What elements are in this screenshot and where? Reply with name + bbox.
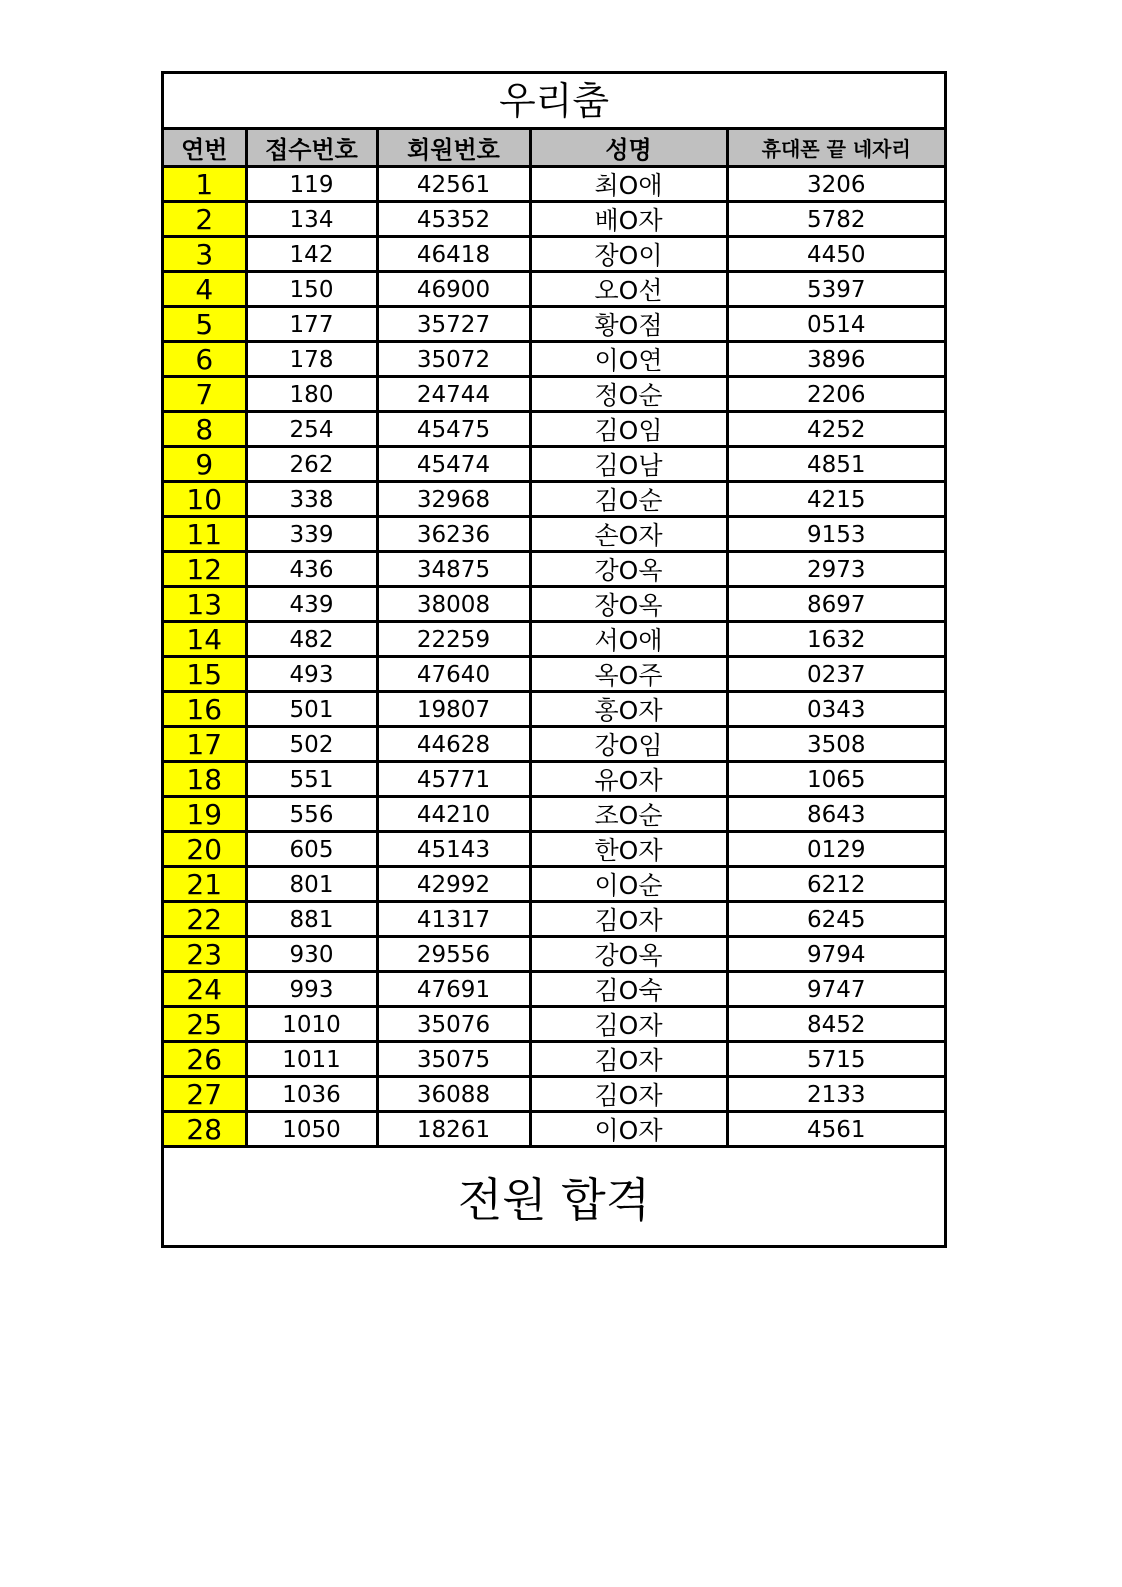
cell-member-number: 45475 <box>377 412 530 447</box>
cell-member-number: 47691 <box>377 972 530 1007</box>
cell-receipt-number: 254 <box>246 412 377 447</box>
cell-seq: 10 <box>164 482 246 517</box>
cell-seq: 8 <box>164 412 246 447</box>
cell-seq: 4 <box>164 272 246 307</box>
table-row <box>164 447 944 482</box>
cell-member-number: 42992 <box>377 867 530 902</box>
cell-receipt-number: 436 <box>246 552 377 587</box>
cell-member-number: 46418 <box>377 237 530 272</box>
cell-name: 서O애 <box>530 622 727 657</box>
cell-receipt-number: 262 <box>246 447 377 482</box>
cell-receipt-number: 801 <box>246 867 377 902</box>
cell-receipt-number: 439 <box>246 587 377 622</box>
cell-seq: 13 <box>164 587 246 622</box>
cell-phone-last4: 0129 <box>727 832 944 867</box>
cell-receipt-number: 493 <box>246 657 377 692</box>
cell-phone-last4: 5715 <box>727 1042 944 1077</box>
cell-receipt-number: 119 <box>246 167 377 202</box>
cell-name: 장O옥 <box>530 587 727 622</box>
cell-member-number: 42561 <box>377 167 530 202</box>
cell-phone-last4: 1632 <box>727 622 944 657</box>
table-row <box>164 307 944 342</box>
table-row <box>164 1007 944 1042</box>
cell-seq: 12 <box>164 552 246 587</box>
cell-name: 이O순 <box>530 867 727 902</box>
cell-name: 강O옥 <box>530 552 727 587</box>
header-member-number: 회원번호 <box>377 130 530 167</box>
table-row <box>164 412 944 447</box>
cell-receipt-number: 338 <box>246 482 377 517</box>
result-sheet <box>161 71 947 1248</box>
table-row <box>164 237 944 272</box>
cell-seq: 21 <box>164 867 246 902</box>
cell-member-number: 35075 <box>377 1042 530 1077</box>
cell-member-number: 29556 <box>377 937 530 972</box>
cell-seq: 23 <box>164 937 246 972</box>
cell-name: 강O옥 <box>530 937 727 972</box>
cell-receipt-number: 142 <box>246 237 377 272</box>
cell-seq: 22 <box>164 902 246 937</box>
cell-member-number: 24744 <box>377 377 530 412</box>
cell-receipt-number: 150 <box>246 272 377 307</box>
cell-member-number: 44628 <box>377 727 530 762</box>
table-row <box>164 972 944 1007</box>
cell-phone-last4: 4851 <box>727 447 944 482</box>
cell-receipt-number: 501 <box>246 692 377 727</box>
cell-receipt-number: 502 <box>246 727 377 762</box>
cell-member-number: 19807 <box>377 692 530 727</box>
cell-phone-last4: 6212 <box>727 867 944 902</box>
cell-member-number: 35072 <box>377 342 530 377</box>
table-row <box>164 202 944 237</box>
cell-phone-last4: 2973 <box>727 552 944 587</box>
cell-receipt-number: 1050 <box>246 1112 377 1147</box>
table-row <box>164 1077 944 1112</box>
table-row <box>164 762 944 797</box>
cell-seq: 19 <box>164 797 246 832</box>
cell-name: 김O자 <box>530 1042 727 1077</box>
cell-phone-last4: 8697 <box>727 587 944 622</box>
table-row <box>164 587 944 622</box>
cell-name: 홍O자 <box>530 692 727 727</box>
cell-name: 조O순 <box>530 797 727 832</box>
cell-phone-last4: 1065 <box>727 762 944 797</box>
header-receipt-number: 접수번호 <box>246 130 377 167</box>
cell-receipt-number: 1010 <box>246 1007 377 1042</box>
cell-seq: 24 <box>164 972 246 1007</box>
cell-name: 김O자 <box>530 1077 727 1112</box>
table-row <box>164 692 944 727</box>
cell-phone-last4: 9747 <box>727 972 944 1007</box>
table-row <box>164 377 944 412</box>
cell-phone-last4: 9153 <box>727 517 944 552</box>
cell-receipt-number: 177 <box>246 307 377 342</box>
cell-name: 배O자 <box>530 202 727 237</box>
header-seq: 연번 <box>164 130 246 167</box>
cell-name: 김O남 <box>530 447 727 482</box>
cell-seq: 15 <box>164 657 246 692</box>
cell-seq: 5 <box>164 307 246 342</box>
cell-name: 김O숙 <box>530 972 727 1007</box>
cell-member-number: 44210 <box>377 797 530 832</box>
cell-seq: 27 <box>164 1077 246 1112</box>
cell-phone-last4: 0514 <box>727 307 944 342</box>
roster-body <box>164 167 944 1147</box>
table-row <box>164 1042 944 1077</box>
cell-name: 한O자 <box>530 832 727 867</box>
cell-receipt-number: 930 <box>246 937 377 972</box>
cell-receipt-number: 178 <box>246 342 377 377</box>
cell-phone-last4: 6245 <box>727 902 944 937</box>
table-row <box>164 832 944 867</box>
table-row <box>164 902 944 937</box>
cell-seq: 2 <box>164 202 246 237</box>
cell-phone-last4: 3896 <box>727 342 944 377</box>
cell-name: 장O이 <box>530 237 727 272</box>
cell-phone-last4: 5782 <box>727 202 944 237</box>
cell-phone-last4: 3508 <box>727 727 944 762</box>
cell-name: 손O자 <box>530 517 727 552</box>
cell-member-number: 45352 <box>377 202 530 237</box>
table-row <box>164 552 944 587</box>
cell-phone-last4: 9794 <box>727 937 944 972</box>
cell-phone-last4: 5397 <box>727 272 944 307</box>
table-row <box>164 272 944 307</box>
cell-receipt-number: 551 <box>246 762 377 797</box>
cell-seq: 25 <box>164 1007 246 1042</box>
cell-member-number: 36236 <box>377 517 530 552</box>
cell-member-number: 47640 <box>377 657 530 692</box>
cell-member-number: 45771 <box>377 762 530 797</box>
cell-receipt-number: 605 <box>246 832 377 867</box>
cell-member-number: 35727 <box>377 307 530 342</box>
cell-member-number: 45143 <box>377 832 530 867</box>
cell-name: 유O자 <box>530 762 727 797</box>
cell-name: 김O임 <box>530 412 727 447</box>
cell-name: 최O애 <box>530 167 727 202</box>
cell-phone-last4: 4561 <box>727 1112 944 1147</box>
cell-seq: 1 <box>164 167 246 202</box>
cell-member-number: 41317 <box>377 902 530 937</box>
cell-member-number: 22259 <box>377 622 530 657</box>
cell-seq: 18 <box>164 762 246 797</box>
cell-receipt-number: 180 <box>246 377 377 412</box>
table-row <box>164 867 944 902</box>
cell-name: 오O선 <box>530 272 727 307</box>
cell-seq: 26 <box>164 1042 246 1077</box>
cell-seq: 7 <box>164 377 246 412</box>
cell-seq: 20 <box>164 832 246 867</box>
cell-member-number: 45474 <box>377 447 530 482</box>
cell-receipt-number: 134 <box>246 202 377 237</box>
cell-phone-last4: 4252 <box>727 412 944 447</box>
cell-receipt-number: 1011 <box>246 1042 377 1077</box>
roster-table <box>164 130 944 1148</box>
cell-receipt-number: 556 <box>246 797 377 832</box>
table-row <box>164 342 944 377</box>
cell-name: 이O연 <box>530 342 727 377</box>
header-phone-last4: 휴대폰 끝 네자리 <box>727 130 944 167</box>
cell-name: 강O임 <box>530 727 727 762</box>
cell-receipt-number: 881 <box>246 902 377 937</box>
cell-phone-last4: 2133 <box>727 1077 944 1112</box>
cell-phone-last4: 0343 <box>727 692 944 727</box>
cell-phone-last4: 4215 <box>727 482 944 517</box>
cell-receipt-number: 1036 <box>246 1077 377 1112</box>
cell-member-number: 35076 <box>377 1007 530 1042</box>
cell-phone-last4: 0237 <box>727 657 944 692</box>
cell-member-number: 46900 <box>377 272 530 307</box>
cell-seq: 6 <box>164 342 246 377</box>
cell-seq: 11 <box>164 517 246 552</box>
result-footer: 전원 합격 <box>457 1172 651 1227</box>
table-row <box>164 482 944 517</box>
cell-name: 이O자 <box>530 1112 727 1147</box>
cell-name: 김O자 <box>530 902 727 937</box>
cell-phone-last4: 8643 <box>727 797 944 832</box>
cell-name: 황O점 <box>530 307 727 342</box>
cell-phone-last4: 8452 <box>727 1007 944 1042</box>
cell-seq: 9 <box>164 447 246 482</box>
header-row <box>164 130 944 167</box>
table-row <box>164 517 944 552</box>
cell-receipt-number: 482 <box>246 622 377 657</box>
table-row <box>164 797 944 832</box>
cell-seq: 14 <box>164 622 246 657</box>
cell-member-number: 34875 <box>377 552 530 587</box>
cell-name: 김O자 <box>530 1007 727 1042</box>
cell-name: 정O순 <box>530 377 727 412</box>
table-row <box>164 727 944 762</box>
header-name: 성명 <box>530 130 727 167</box>
table-row <box>164 167 944 202</box>
sheet-title: 우리춤 <box>164 74 944 130</box>
cell-seq: 28 <box>164 1112 246 1147</box>
cell-seq: 17 <box>164 727 246 762</box>
cell-phone-last4: 2206 <box>727 377 944 412</box>
cell-phone-last4: 3206 <box>727 167 944 202</box>
cell-member-number: 32968 <box>377 482 530 517</box>
table-row <box>164 1112 944 1147</box>
cell-receipt-number: 339 <box>246 517 377 552</box>
cell-name: 옥O주 <box>530 657 727 692</box>
cell-seq: 16 <box>164 692 246 727</box>
cell-seq: 3 <box>164 237 246 272</box>
cell-member-number: 36088 <box>377 1077 530 1112</box>
table-row <box>164 937 944 972</box>
cell-phone-last4: 4450 <box>727 237 944 272</box>
table-row <box>164 657 944 692</box>
cell-member-number: 18261 <box>377 1112 530 1147</box>
table-row <box>164 622 944 657</box>
cell-name: 김O순 <box>530 482 727 517</box>
cell-member-number: 38008 <box>377 587 530 622</box>
cell-receipt-number: 993 <box>246 972 377 1007</box>
